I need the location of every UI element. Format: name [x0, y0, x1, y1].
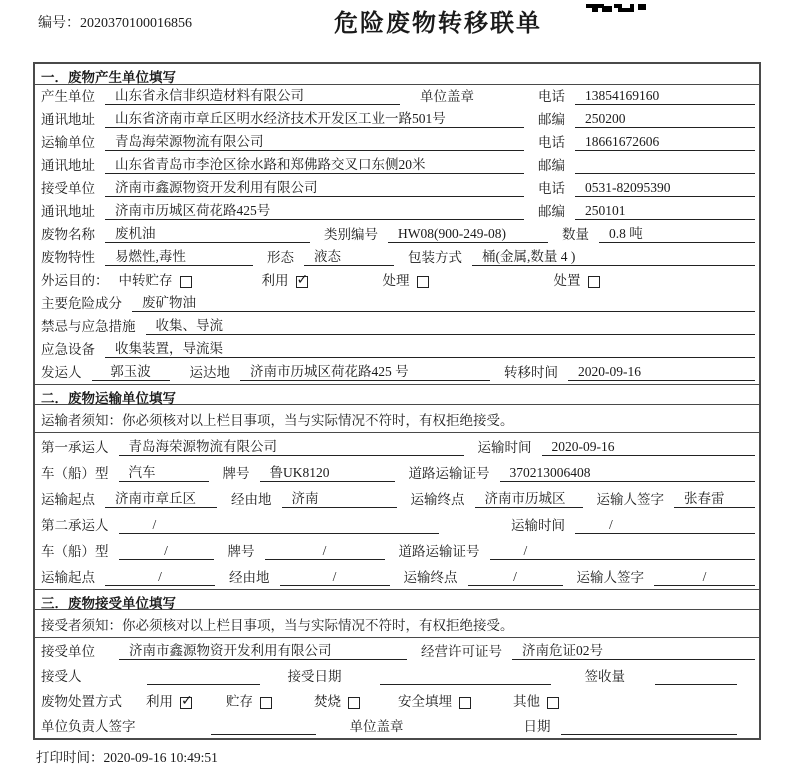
receiver-zip-value: 250101	[575, 203, 755, 220]
option-label: 利用	[261, 273, 289, 288]
checkbox-icon	[417, 276, 429, 288]
waste-code-value: HW08(900-249-08)	[388, 226, 548, 243]
row-vehicle1	[35, 459, 759, 485]
transporter-address-label: 通讯地址	[41, 158, 95, 173]
receiver-phone-label: 电话	[538, 181, 565, 196]
section3-header: 三．废物接受单位填写	[35, 589, 759, 610]
route2-via-value: /	[280, 569, 390, 586]
unit-seal-label: 单位盖章	[420, 89, 474, 104]
route2-sign-label: 运输人签字	[576, 570, 644, 585]
producer-label: 产生单位	[41, 89, 95, 104]
disposal-option-incinerate	[314, 690, 360, 710]
row-producer-address	[35, 108, 759, 131]
purpose-option-transfer-storage	[119, 269, 192, 289]
route1-end-label: 运输终点	[410, 492, 465, 507]
row-receiver	[35, 177, 759, 200]
emergency-equipment-label: 应急设备	[41, 342, 95, 357]
responsible-signature-value	[211, 734, 316, 735]
producer-zip-label: 邮编	[538, 112, 565, 127]
accept-date-value	[380, 684, 551, 685]
waste-code-label: 类别编号	[324, 227, 378, 242]
option-label: 安全填埋	[398, 694, 452, 709]
row-disposal-method	[35, 688, 759, 713]
transfer-time-label: 转移时间	[504, 365, 558, 380]
waste-name-label: 废物名称	[41, 227, 95, 242]
packing-label: 包装方式	[408, 250, 462, 265]
row-producer	[35, 85, 759, 108]
option-label: 处理	[382, 273, 410, 288]
route2-start-label: 运输起点	[41, 570, 95, 585]
unit-seal-label-2: 单位盖章	[349, 719, 404, 734]
waste-form-label: 形态	[267, 250, 294, 265]
vehicle1-plate-value: 鲁UK8120	[260, 461, 395, 482]
row-route1	[35, 485, 759, 511]
producer-phone-label: 电话	[538, 89, 565, 104]
main-hazard-value: 废矿物油	[132, 291, 755, 312]
row-receiver-address	[35, 200, 759, 223]
receiver-address-label: 通讯地址	[41, 204, 95, 219]
section1-header: 一．废物产生单位填写	[35, 64, 759, 85]
consignor-value: 郭玉波	[92, 360, 170, 381]
section2-header: 二．废物运输单位填写	[35, 384, 759, 405]
option-label: 焚烧	[314, 694, 341, 709]
disposal-option-utilize	[146, 690, 192, 710]
vehicle2-license-value: /	[490, 543, 756, 560]
responsible-signature-label: 单位负责人签字	[41, 719, 136, 734]
acceptor-label: 接受人	[41, 669, 82, 684]
transporter-notice: 运输者须知：你必须核对以上栏目事项，当与实际情况不符时，有权拒绝接受。	[35, 405, 759, 433]
consignor-label: 发运人	[41, 365, 82, 380]
row-main-hazard	[35, 292, 759, 315]
checkbox-icon	[588, 276, 600, 288]
producer-zip-value: 250200	[575, 111, 755, 128]
acceptor-value	[147, 684, 260, 685]
transporter-zip-label: 邮编	[538, 158, 565, 173]
waste-property-label: 废物特性	[41, 250, 95, 265]
row-acceptor	[35, 663, 759, 688]
taboo-value: 收集、导流	[146, 314, 756, 335]
destination-value: 济南市历城区荷花路425 号	[240, 360, 490, 381]
transporter-phone-label: 电话	[538, 135, 565, 150]
purpose-option-utilize	[262, 269, 308, 289]
receiver-notice: 接受者须知：你必须核对以上栏目事项，当与实际情况不符时，有权拒绝接受。	[35, 610, 759, 638]
route1-via-value: 济南	[282, 487, 397, 508]
route1-start-value: 济南市章丘区	[105, 487, 217, 508]
receipt-qty-label: 签收量	[584, 669, 625, 684]
row-route2	[35, 563, 759, 589]
transporter-value: 青岛海荣源物流有限公司	[105, 130, 524, 151]
destination-label: 运达地	[189, 365, 230, 380]
vehicle1-type-label: 车（船）型	[41, 466, 109, 481]
route2-end-label: 运输终点	[403, 570, 458, 585]
section1-body	[35, 85, 759, 384]
producer-value: 山东省永信非织造材料有限公司	[105, 84, 400, 105]
vehicle2-plate-label: 牌号	[227, 544, 255, 559]
emergency-equipment-value: 收集装置，导流渠	[105, 337, 755, 358]
accept-date-label: 接受日期	[287, 669, 342, 684]
route1-sign-value: 张春雷	[674, 487, 755, 508]
route1-via-label: 经由地	[231, 492, 272, 507]
producer-phone-value: 13854169160	[575, 88, 755, 105]
receiving-unit-value: 济南市鑫源物资开发利用有限公司	[119, 639, 407, 660]
carrier2-label: 第二承运人	[41, 518, 109, 533]
checkbox-icon	[348, 697, 360, 709]
section3-body	[35, 610, 759, 738]
disposal-option-storage	[226, 690, 272, 710]
date-label: 日期	[523, 719, 551, 734]
purpose-option-treat	[383, 269, 429, 289]
transporter-phone-value: 18661672606	[575, 134, 755, 151]
vehicle1-plate-label: 牌号	[222, 466, 250, 481]
checkbox-icon	[547, 697, 559, 709]
route2-via-label: 经由地	[229, 570, 270, 585]
row-carrier2	[35, 511, 759, 537]
row-waste-name	[35, 223, 759, 246]
waste-qty-value: 0.8 吨	[599, 222, 755, 243]
row-transporter-address	[35, 154, 759, 177]
serial-value: 2020370100016856	[80, 16, 192, 31]
row-carrier1	[35, 433, 759, 459]
permit-value: 济南危证02号	[512, 639, 755, 660]
row-vehicle2	[35, 537, 759, 563]
row-responsible-signature	[35, 713, 759, 738]
route1-end-value: 济南市历城区	[475, 487, 583, 508]
checkbox-icon	[180, 276, 192, 288]
purpose-label: 外运目的：	[41, 273, 109, 288]
receiver-label: 接受单位	[41, 181, 95, 196]
vehicle2-plate-value: /	[265, 543, 385, 560]
waste-name-value: 废机油	[105, 222, 310, 243]
print-time-label: 打印时间：	[36, 750, 104, 765]
print-time	[36, 746, 218, 766]
producer-address-value: 山东省济南市章丘区明水经济技术开发区工业一路501号	[105, 107, 524, 128]
producer-address-label: 通讯地址	[41, 112, 95, 127]
row-purpose	[35, 269, 759, 292]
checkbox-icon	[180, 697, 192, 709]
page-title: 危险废物转移联单	[334, 11, 542, 37]
option-label: 其他	[513, 694, 540, 709]
receiving-unit-label: 接受单位	[41, 644, 95, 659]
vehicle1-license-label: 道路运输证号	[408, 466, 490, 481]
vehicle2-type-label: 车（船）型	[41, 544, 109, 559]
route2-end-value: /	[468, 569, 563, 586]
disposal-option-landfill	[398, 690, 471, 710]
disposal-method-label: 废物处置方式	[41, 694, 122, 709]
transporter-address-value: 山东省青岛市李沧区徐水路和郑佛路交叉口东侧20米	[105, 153, 524, 174]
receiver-value: 济南市鑫源物资开发利用有限公司	[105, 176, 524, 197]
qr-code-fragment	[586, 0, 648, 18]
checkbox-icon	[459, 697, 471, 709]
route2-sign-value: /	[654, 569, 755, 586]
carrier1-value: 青岛海荣源物流有限公司	[119, 435, 464, 456]
checkbox-icon	[296, 276, 308, 288]
row-consignor	[35, 361, 759, 384]
serial-label: 编号：	[38, 16, 80, 31]
row-waste-property	[35, 246, 759, 269]
date-value	[561, 734, 738, 735]
receiver-zip-label: 邮编	[538, 204, 565, 219]
carrier1-label: 第一承运人	[41, 440, 109, 455]
permit-label: 经营许可证号	[421, 644, 502, 659]
taboo-label: 禁忌与应急措施	[41, 319, 136, 334]
vehicle2-type-value: /	[119, 543, 214, 560]
row-receiving-unit	[35, 638, 759, 663]
vehicle2-license-label: 道路运输证号	[398, 544, 480, 559]
receiver-phone-value: 0531-82095390	[575, 180, 755, 197]
carrier1-time-label: 运输时间	[477, 440, 532, 455]
receipt-qty-value	[655, 684, 737, 685]
row-emergency-equipment	[35, 338, 759, 361]
main-hazard-label: 主要危险成分	[41, 296, 122, 311]
section2-body	[35, 405, 759, 589]
document-header	[0, 0, 796, 60]
vehicle1-type-value: 汽车	[119, 461, 209, 482]
route1-start-label: 运输起点	[41, 492, 95, 507]
packing-value: 桶(金属,数量 4 )	[472, 245, 755, 266]
option-label: 处置	[553, 273, 581, 288]
purpose-option-dispose	[554, 269, 600, 289]
receiver-address-value: 济南市历城区荷花路425号	[105, 199, 524, 220]
row-transporter	[35, 131, 759, 154]
row-taboo	[35, 315, 759, 338]
transfer-time-value: 2020-09-16	[568, 364, 755, 381]
option-label: 利用	[146, 694, 173, 709]
route2-start-value: /	[105, 569, 215, 586]
option-label: 中转贮存	[118, 273, 173, 288]
vehicle1-license-value: 370213006408	[500, 465, 756, 482]
manifest-table	[33, 62, 761, 740]
checkbox-icon	[260, 697, 272, 709]
route1-sign-label: 运输人签字	[596, 492, 664, 507]
carrier2-time-value: /	[575, 517, 755, 534]
print-time-value: 2020-09-16 10:49:51	[103, 750, 218, 765]
transporter-zip-value	[575, 173, 755, 174]
waste-qty-label: 数量	[562, 227, 589, 242]
carrier2-time-label: 运输时间	[511, 518, 565, 533]
disposal-option-other	[513, 690, 559, 710]
waste-form-value: 液态	[304, 245, 394, 266]
waste-property-value: 易燃性,毒性	[105, 245, 253, 266]
carrier1-time-value: 2020-09-16	[542, 439, 756, 456]
option-label: 贮存	[226, 694, 253, 709]
transporter-label: 运输单位	[41, 135, 95, 150]
carrier2-value: /	[119, 517, 439, 534]
